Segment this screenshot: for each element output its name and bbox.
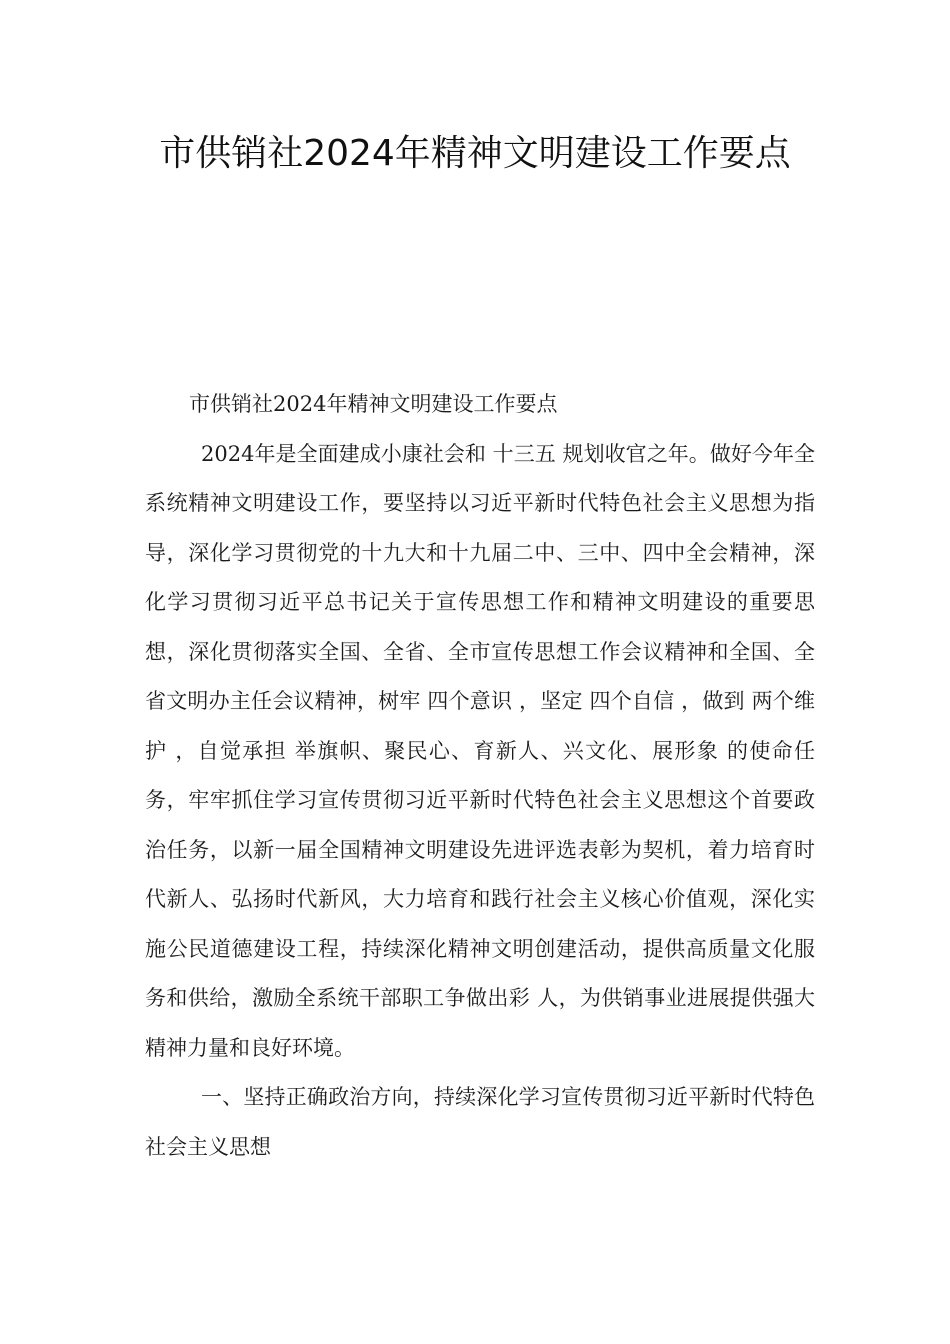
body-paragraph-intro: 2024年是全面建成小康社会和 十三五 规划收官之年。做好今年全系统精神文明建设工作，要坚持以习近平新时代特色社会主义思想为指导，深化学习贯彻党的十九大和十九届二中、三中、四中全会精神，深化学习贯彻习近平总书记关于宣传思想工作和精神文明建设的重要思想，深化贯彻落实全国、全省、全市宣传思想工作会议精神和全国、全省文明办主任会议精神，树牢 四个意识 ，坚定 四个自信 ，做到 两个维护 ，自觉承担 举旗帜、聚民心、育新人、兴文化、展形象 的使命任务，牢牢抓住学习宣传贯彻习近平新时代特色社会主义思想这个首要政治任务，以新一届全国精神文明建设先进评选表彰为契机，着力培育时代新人、弘扬时代新风，大力培育和践行社会主义核心价值观，深化实施公民道德建设工程，持续深化精神文明创建活动，提供高质量文化服务和供给，激励全系统干部职工争做出彩 人，为供销事业进展提供强大精神力量和良好环境。 (145, 441, 815, 1060)
document-body (145, 380, 815, 1172)
body-paragraph-heading: 市供销社2024年精神文明建设工作要点 (189, 392, 558, 416)
section-heading-1: 一、坚持正确政治方向，持续深化学习宣传贯彻习近平新时代特色社会主义思想 (145, 1085, 815, 1159)
document-title: 市供销社2024年精神文明建设工作要点 (159, 133, 791, 174)
